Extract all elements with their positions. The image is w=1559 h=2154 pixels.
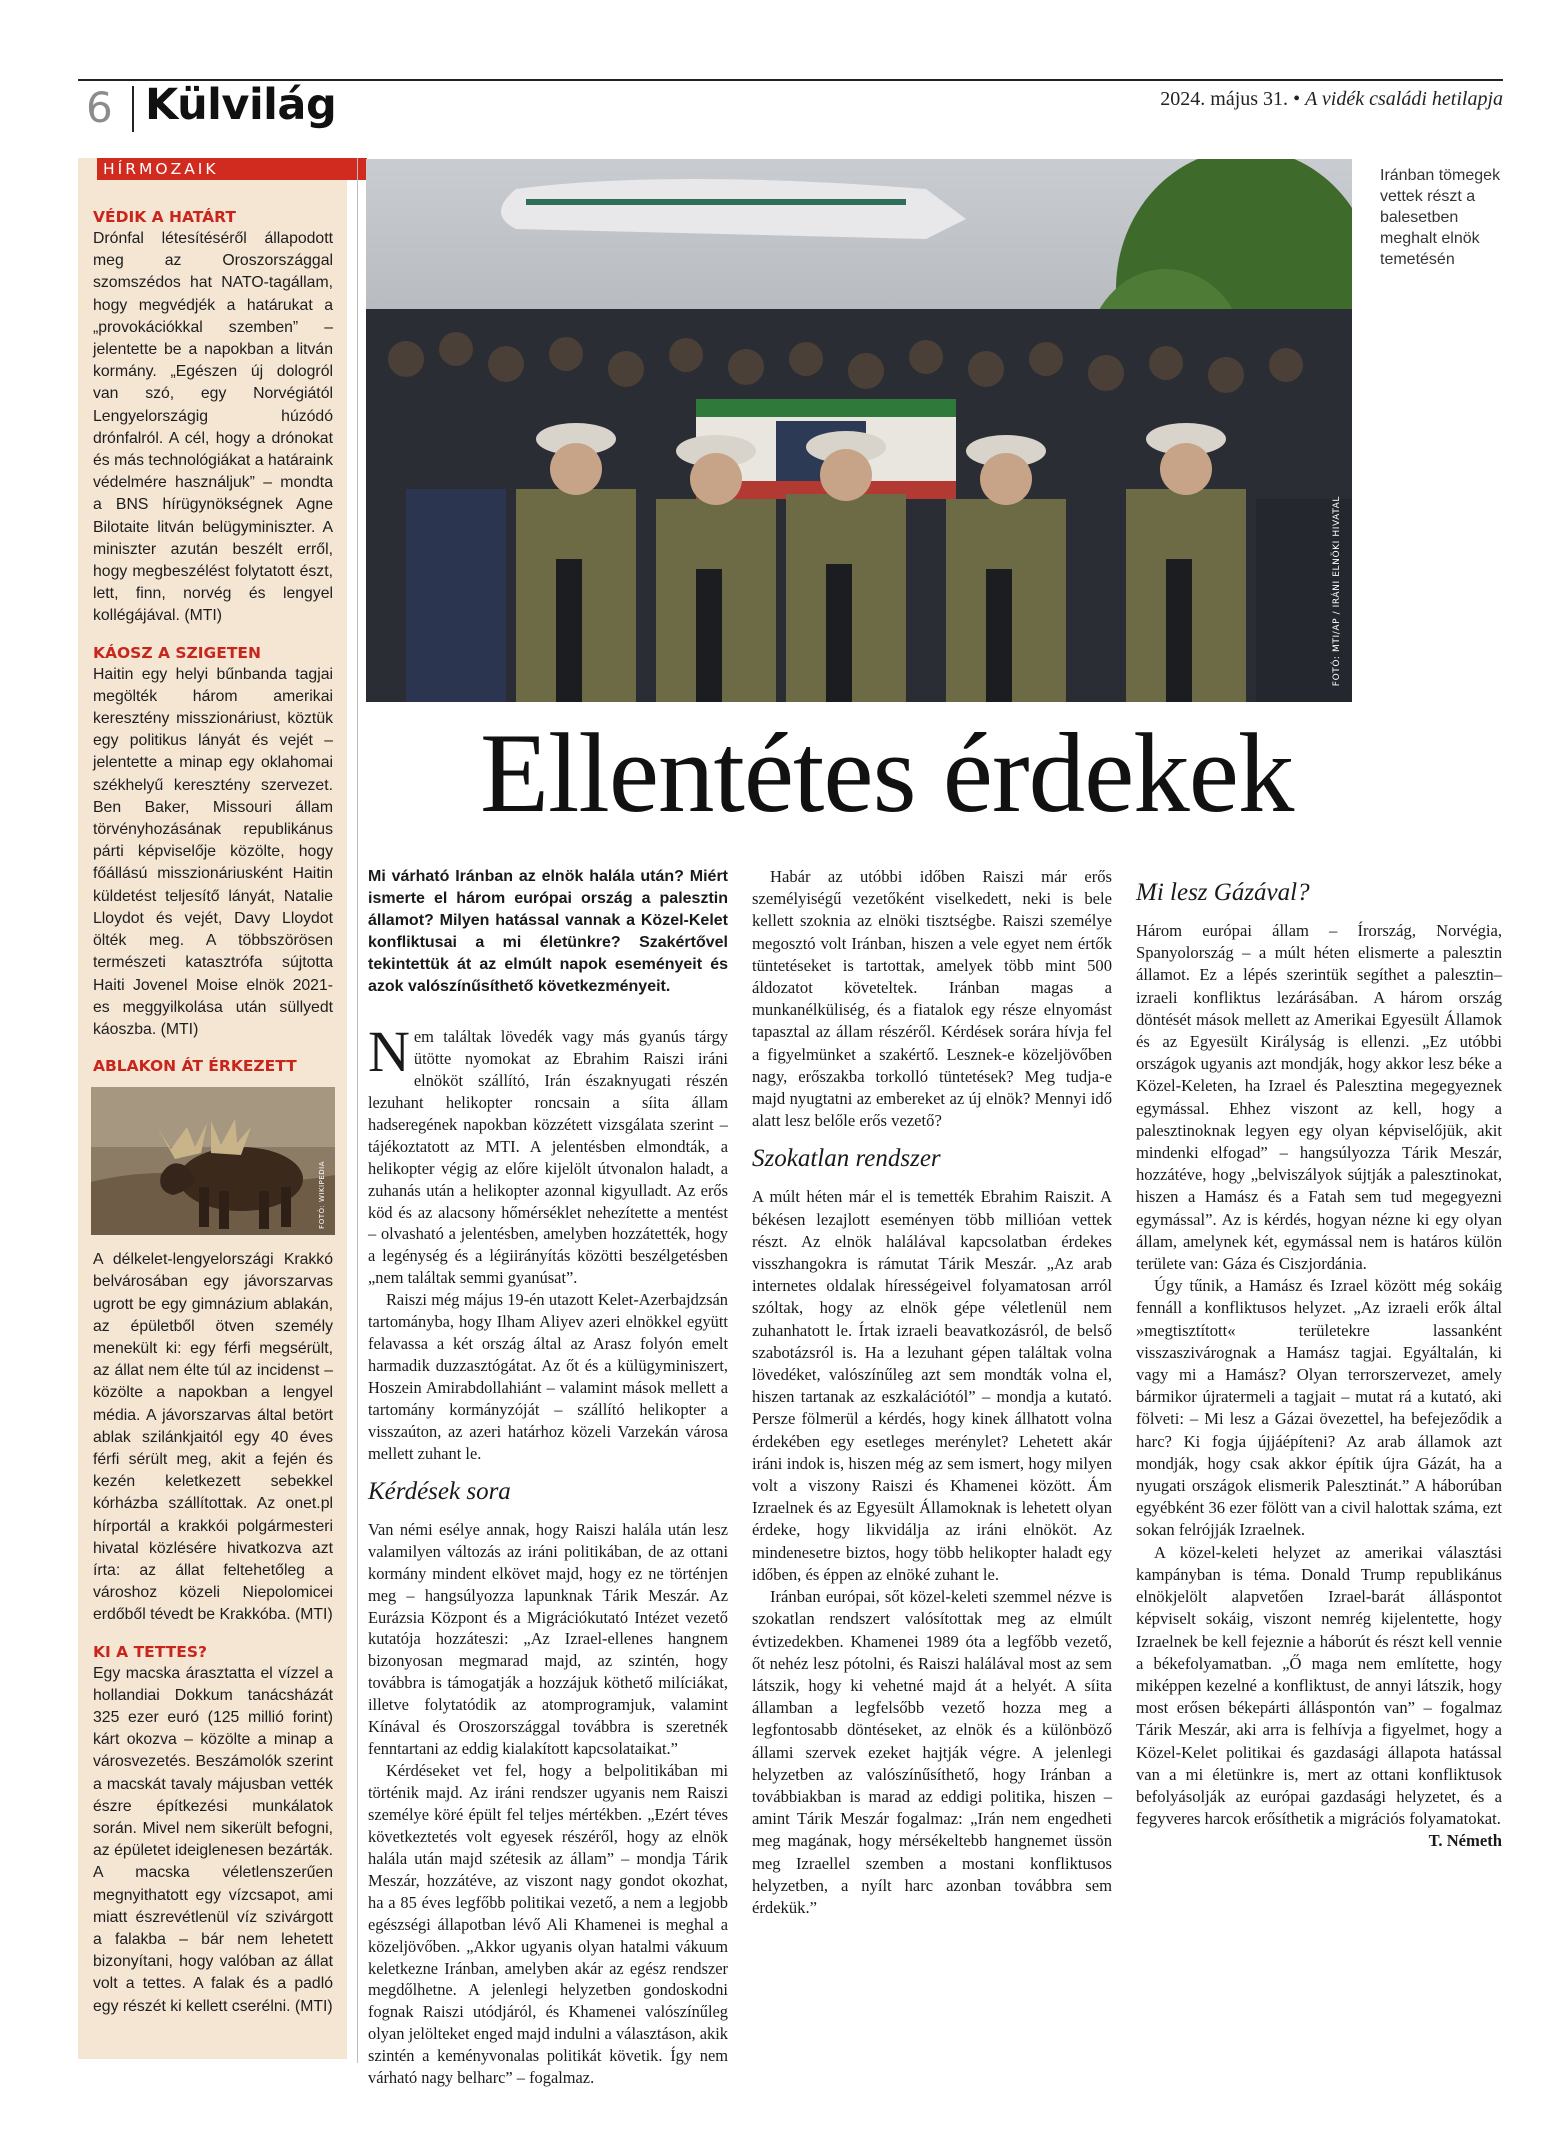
header-bullet: •: [1293, 88, 1301, 110]
moose-illustration: [91, 1087, 335, 1235]
article-paragraph: Kérdéseket vet fel, hogy a belpolitikában mi történik majd. Az iráni rendszer ugyanis nem Raiszi személye köré épült fel teljes mértékben. „Ezért téves következtetés volt egyesek részéről, hogy az elnök halála után majd szétesik az állam” – mondja Tárik Meszár, hozzátéve, az viszont nagy gondot okozhat, ha a 85 éves legfőbb politikai vezető, a nem a legjobb egészségi állapotban lévő Ali Khamenei is meghal a közeljövőben. „Akkor ugyanis olyan hatalmi vákuum keletkezne Iránban, amelyben akár az egész rendszer megdőlhetne. A jelenlegi helyzetben gondoskodni fognak Raiszi utódjáról, és Khamenei valószínűleg olyan jelölteket enged majd indulni a választáson, akik szintén a keményvonalas politikát követik. Így nem várható nagy belharc” – fogalmaz.: [368, 1761, 728, 2088]
article-subheading: Mi lesz Gázával?: [1136, 879, 1310, 906]
sidebar-item-text: Drónfal létesítéséről állapodott meg az Oroszországgal szomszédos hat NATO-tagállam, hogy megvédjék a határukat a „provokációkkal szemben” – jelentette be a napokban a litván kormány. „Egészen új dologról van szó, egy Norvégiától Lengyelországig húzódó drónfalról. A cél, hogy a drónokat és más technológiákat a határaink védelmére használjuk” – mondta a BNS hírügynökségnek Agne Bilotaite litván belügyminiszter. A miniszter azután beszélt erről, hogy megbeszélést folytatott észt, lett, finn, norvég és lengyel kollégájával. (MTI): [93, 230, 333, 625]
sidebar-item-title: ABLAKON ÁT ÉRKEZETT: [93, 1057, 297, 1076]
issue-date: 2024. május 31.: [1160, 88, 1289, 110]
drop-cap: N: [368, 1019, 410, 1084]
moose-photo: [91, 1087, 335, 1235]
article-paragraph: Három európai állam – Írország, Norvégia, Spanyolország – a múlt héten elismerte a palesztin államot. Ez a lépés szerintük segíthet a palesztin–izraeli konfliktus lezárásában. A három ország döntését mások mellett az Amerikai Egyesült Államok és az Egyesült Királyság is ellenzi. „Ez utóbbi országok ugyanis azt mondják, hogy akkor lesz béke a Közel-Keleten, ha Izrael és Palesztina megegyeznek egymással. Ehhez viszont az kell, hogy a palesztinoknak legyen egy olyan képviselőjük, akit mindenki elfogad” – hangsúlyozza Tárik Meszár, hozzátéve, hogy „belviszályok sújtják a palesztinokat, hiszen a Hamász és a Fatah sem tud megegyezni egymással”. Az is kérdés, hogyan nézne ki egy olyan állam, amelynek két, egymással nem is határos külön területe van: Gáza és Ciszjordánia.: [1136, 921, 1502, 1274]
page-number: 6: [86, 83, 113, 132]
article-headline: Ellentétes érdekek: [480, 711, 1294, 836]
article-paragraph-text: A közel-keleti helyzet az amerikai választási kampányban is téma. Donald Trump republikánus elnökjelölt alapvetően Izrael-barát álláspontot képviselt sokáig, viszont nemrég kijelentette, hogy Izraelnek be kell fejeznie a háborút és részt kell vennie a békefolyamatban. „Ő maga nem említette, hogy miképpen kezelné a konfliktust, de annyi látszik, hogy most erősen békepárti álláspontón van” – fogalmaz Tárik Meszár, aki arra is felhívja a figyelmet, hogy a Közel-Kelet politikai és gazdasági állapota hatással van a mi életünkre is, mert az ottani konfliktusok befolyásolják az európai gazdasági helyzetet, és a fegyveres harcok erősíthetik a migrációs folyamatokat.: [1136, 1542, 1502, 1829]
article-paragraph-text: em találtak lövedék vagy más gyanús tárgy ütötte nyomokat az Ebrahim Raiszi iráni elnököt szállító, Irán északnyugati részén lezuhant helikopter roncsain a síita állam hadseregének napokban közzétett vizsgálata szerint – tájékoztatott az MTI. A jelentésben elmondták, a helikopter végig az előre kijelölt útvonalon haladt, a zuhanás után a helikopter azonnal kigyulladt. Az erős köd és az alacsony hőmérséklet nehezítette a mentést – olvasható a jelentésben, amelyben hozzátették, hogy a legénység és a légiirányítás közötti beszélgetésben „nem találtak semmi gyanúsat”.: [368, 1027, 728, 1288]
sidebar-item-text: Haitin egy helyi bűnbanda tagjai megölték három amerikai keresztény misszionáriust, köztük egy politikus lányát és vejét – jelentette a minap egy oklahomai székhelyű keresztény szervezet. Ben Baker, Missouri állam törvényhozásának republikánus párti képviselője közölte, hogy főállású misszionáriusként Haitin küldetést teljesítő lányát, Natalie Lloydot és vejét, Davy Lloydot ölték meg. A többszörösen természeti katasztrófa sújtotta Haiti Jovenel Moise elnök 2021-es meggyilkolása után süllyedt káoszba. (MTI): [93, 665, 333, 1038]
sidebar-label: HÍRMOZAIK: [97, 158, 367, 180]
funeral-crowd-illustration: [366, 159, 1352, 702]
header-separator: [132, 86, 134, 132]
article-paragraph: Úgy tűnik, a Hamász és Izrael között még sokáig fennáll a konfliktusos helyzet. „Az izraeli erők által »megtisztított« területekre lassanként visszaszivárognak a Hamász tagjai. Egyáltalán, ki vagy mi a Hamász? Olyan terrorszervezet, amely bármikor újratermeli a tagjait – mutat rá a kutató, aki fölveti: – Mi lesz a Gázai övezettel, ha befejeződik a harc? Ki fogja újjáépíteni? Az arab államok azt mondják, hogy csak akkor építik újra Gázát, ha a nyugati országok elismerik Palesztinát.” A háborúban egyébként 36 ezer fölött van a civil halottak száma, ezt sokan felrójják Izraelnek.: [1136, 1276, 1502, 1540]
sidebar-item-title: KI A TETTES?: [93, 1642, 207, 1661]
article-paragraph: A múlt héten már el is temették Ebrahim Raiszit. A békésen lezajlott eseményen több millióan vettek részt. Az elnök halálával kapcsolatban érdekes visszhangokra is rámutat Tárik Meszár. „Az arab internetes oldalak hírességeivel folyamatosan arról szóltak, hogy az elnök gépe véletlenül nem zuhanhatott le. Írtak izraeli beavatkozásról, de belső szabotázsról is. Ha a lezuhant gépen találtak volna lövedéket, valószínűleg azt sem mondták volna el, hiszen tartanak az eszkalációtól” – mondja a kutató. Persze fölmerül a kérdés, hogy kinek állhatott volna érdekében egy esetleges merénylet? Lehetett akár iráni indok is, hiszen még az sem ismert, hogy milyen volt a viszony Raiszi és Khamenei között. Ám Izraelnek és az Egyesült Államoknak is lehetett olyan érdeke, hogy likvidálja az iráni elnököt. Az mindenesetre biztos, hogy több helikopter haladt egy időben, és éppen az elnöké zuhant le.: [752, 1187, 1112, 1584]
sidebar-item-text: Egy macska árasztatta el vízzel a hollandiai Dokkum tanácsházát 325 ezer euró (125 millió forint) kárt okozva – közölte a minap a városvezetés. Beszámolók szerint a macskát tavaly májusban vették észre építkezési munkálatok során. Mivel nem sikerült befogni, az épületet ideiglenesen bezárták. A macska véletlenszerűen megnyithatott egy vízcsapot, ami miatt észrevétlenül víz szivárgott a falakba – bár nem lehetett bizonyítani, hogy valóban az állat volt a tettes. A falak és a padló egy részét ki kellett cserélni. (MTI): [93, 1664, 333, 2015]
article-subheading: Kérdések sora: [368, 1477, 511, 1505]
sidebar-item-title: KÁOSZ A SZIGETEN: [93, 643, 261, 662]
photo-caption: Iránban tömegek vettek részt a balesetben meghalt elnök temetésén: [1380, 167, 1501, 268]
article-paragraph: Raiszi még május 19-én utazott Kelet-Azerbajdzsán tartományba, hogy Ilham Aliyev azeri elnökkel együtt felavassa a két ország által az Arasz folyón emelt harmadik duzzasztógátat. Az őt és a külügyminiszert, Hoszein Amirabdollahiánt – valamint mások mellett a tartomány kormányzóját – szállító helikopter a visszaúton, az azeri határhoz közeli Varzekán városa mellett zuhant le.: [368, 1290, 728, 1463]
article-column-2: [752, 866, 1112, 1919]
article-subheading: Szokatlan rendszer: [752, 1145, 941, 1173]
tagline: A vidék családi hetilapja: [1305, 88, 1503, 110]
article-paragraph: Iránban európai, sőt közel-keleti szemmel nézve is szokatlan rendszert valósítottak meg az elmúlt évtizedekben. Khamenei 1989 óta a legfőbb vezető, őt nehéz lesz pótolni, és Raiszi halálával most az sem látszik, hogy ki vehetné majd át a helyét. A síita államban a legfelsőbb vezető hozza meg a legfontosabb döntéseket, az elnök és a különböző állami szervek ezeket hajtják végre. A jelenlegi helyzetben az valószínűsíthető, hogy Iránban a továbbiakban is marad az eddigi politika, hiszen – amint Tárik Meszár fogalmaz: „Irán nem engedheti meg magának, hogy mérsékeltebb hangnemet üssön meg Izraellel szemben a mostani konfliktusos helyzetben, a nyílt harc azonban továbbra sem érdekük.”: [752, 1587, 1112, 1917]
column-divider: [357, 158, 358, 2063]
moose-photo-credit: FOTÓ: WIKIPEDIA: [317, 1161, 326, 1230]
article-paragraph: [1136, 1542, 1502, 1851]
section-title: Külvilág: [145, 80, 337, 130]
sidebar-item-title: VÉDIK A HATÁRT: [93, 208, 236, 226]
article-paragraph: Van némi esélye annak, hogy Raiszi halála után lesz valamilyen változás az iráni politikában, de az ottani kormány mindent elkövet majd, hogy ez ne történjen meg – hangsúlyozza lapunknak Tárik Meszár. Az Eurázsia Központ és a Migrációkutató Intézet vezető kutatója hozzáteszi: „Az Izrael-ellenes hangnem bizonyosan megmarad majd, az szintén, hogy továbbra is támogatják a hozzájuk köthető milíciákat, illetve folytatódik az atomprogramjuk, valamint Kínával és Oroszországgal továbbra is szeretnék fenntartani az eddig kialakított kapcsolataikat.”: [368, 1519, 728, 1759]
sidebar-content: [93, 206, 333, 2032]
article-paragraph: Habár az utóbbi időben Raiszi már erős személyiségű vezetőként viselkedett, neki is bele kellett szoknia az elnöki tisztségbe. Raiszi személye megosztó volt Iránban, hiszen a vele egyet nem értők tüntetéseket is tartottak, amelyek több mint 500 áldozatot követeltek. Iránban magas a munkanélküliség, és a fiatalok egy része elnyomást tapasztal az állam részéről. Kérdések sorára hívja fel a figyelmünket a szakértő. Lesznek-e közeljövőben nagy, erőszakba torkolló tüntetések? Meg tudja-e majd nyugtatni az embereket az új elnök? Mennyi idő alatt lesz belőle erős vezető?: [752, 867, 1112, 1131]
sidebar-item-text: A délkelet-lengyelországi Krakkó belvárosában egy jávorszarvas ugrott be egy gimnázium ablakán, az épületből ötven személy menekült ki: egy férfi megsérült, az állat nem élte túl az incidenst – közölte a napokban a lengyel média. A jávorszarvas által betört ablak szilánkjaitól egy 40 éves férfi sérült meg, akit a fején és kezén keletkezett sebekkel kórházba szállítottak. Az onet.pl hírportál a krakkói polgármesteri hivatal közlésére hivatkozva azt írta: az állat feltehetőleg a városhoz közeli Niepolomicei erdőből tévedt be Krakkóba. (MTI): [93, 1251, 333, 1624]
article-column-1: [368, 866, 728, 2089]
article-column-3: [1136, 866, 1502, 1853]
article-lead: Mi várható Iránban az elnök halála után? Miért ismerte el három európai ország a palesztin államot? Milyen hatással vannak a Közel-Kelet konfliktusai a mi életünkre? Szakértővel tekintettük át az elmúlt napok eseményeit és azok valószínűsíthető következményeit.: [368, 868, 728, 995]
funeral-photo: [366, 159, 1352, 702]
article-paragraph: [368, 1019, 728, 1289]
header-date-line: [1160, 88, 1503, 111]
news-mosaic-sidebar: [78, 158, 347, 2059]
article-byline: T. Németh: [1428, 1831, 1502, 1851]
photo-credit: FOTÓ: MTI/AP / IRÁNI ELNÖKI HIVATAL: [1332, 495, 1342, 686]
